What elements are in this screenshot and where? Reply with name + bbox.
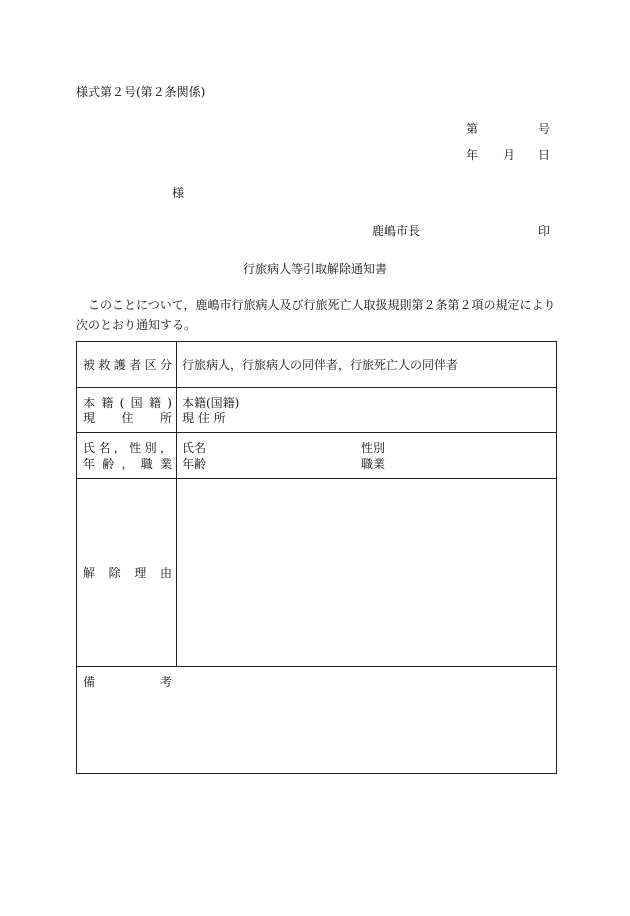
value-cell <box>178 388 556 432</box>
date-month: 月 <box>503 148 516 162</box>
table-row-domicile <box>77 388 556 433</box>
table-row-category <box>77 342 556 388</box>
name-field-label: 氏名 <box>182 441 207 455</box>
label-cell <box>77 433 177 478</box>
table-row-remarks <box>77 667 556 773</box>
issuer-name: 鹿嶋市長 <box>372 224 421 238</box>
address-label: 現住所 <box>83 411 172 425</box>
document-title: 行旅病人等引取解除通知書 <box>242 262 387 276</box>
body-text-line-1: このことについて，鹿嶋市行旅病人及び行旅死亡人取扱規則第２条第２項の規定により <box>88 298 556 312</box>
date-year: 年 <box>466 148 479 162</box>
domicile-field-label: 本籍(国籍) <box>182 396 240 410</box>
category-label: 被救護者区分 <box>83 358 172 372</box>
domicile-label: 本籍(国籍) <box>83 396 172 410</box>
category-value: 行旅病人，行旅病人の同伴者，行旅死亡人の同伴者 <box>182 358 459 372</box>
reason-label: 解除理由 <box>83 566 172 580</box>
age-occupation-label: 年齢，職業 <box>83 457 172 471</box>
document-number-prefix: 第 <box>466 122 479 136</box>
body-text-line-2: 次のとおり通知する。 <box>76 318 197 332</box>
value-cell <box>178 342 556 387</box>
name-gender-label: 氏名，性別， <box>83 441 172 455</box>
address-field-label: 現 住 所 <box>182 411 226 425</box>
remarks-label: 備考 <box>83 675 172 689</box>
reason-value-cell <box>178 479 556 666</box>
notice-table <box>76 341 557 774</box>
gender-field-label: 性別 <box>361 441 386 455</box>
age-field-label: 年齢 <box>182 457 207 471</box>
table-row-personal <box>77 433 556 479</box>
addressee-suffix: 様 <box>172 186 185 200</box>
value-cell <box>178 433 556 478</box>
document-number-suffix: 号 <box>538 122 551 136</box>
label-cell <box>77 479 177 666</box>
form-number: 様式第２号(第２条関係) <box>76 85 206 99</box>
label-cell <box>77 388 177 432</box>
table-row-reason <box>77 479 556 667</box>
date-day: 日 <box>538 148 551 162</box>
occupation-field-label: 職業 <box>361 457 386 471</box>
label-cell <box>77 342 177 387</box>
seal-mark: 印 <box>538 224 551 238</box>
